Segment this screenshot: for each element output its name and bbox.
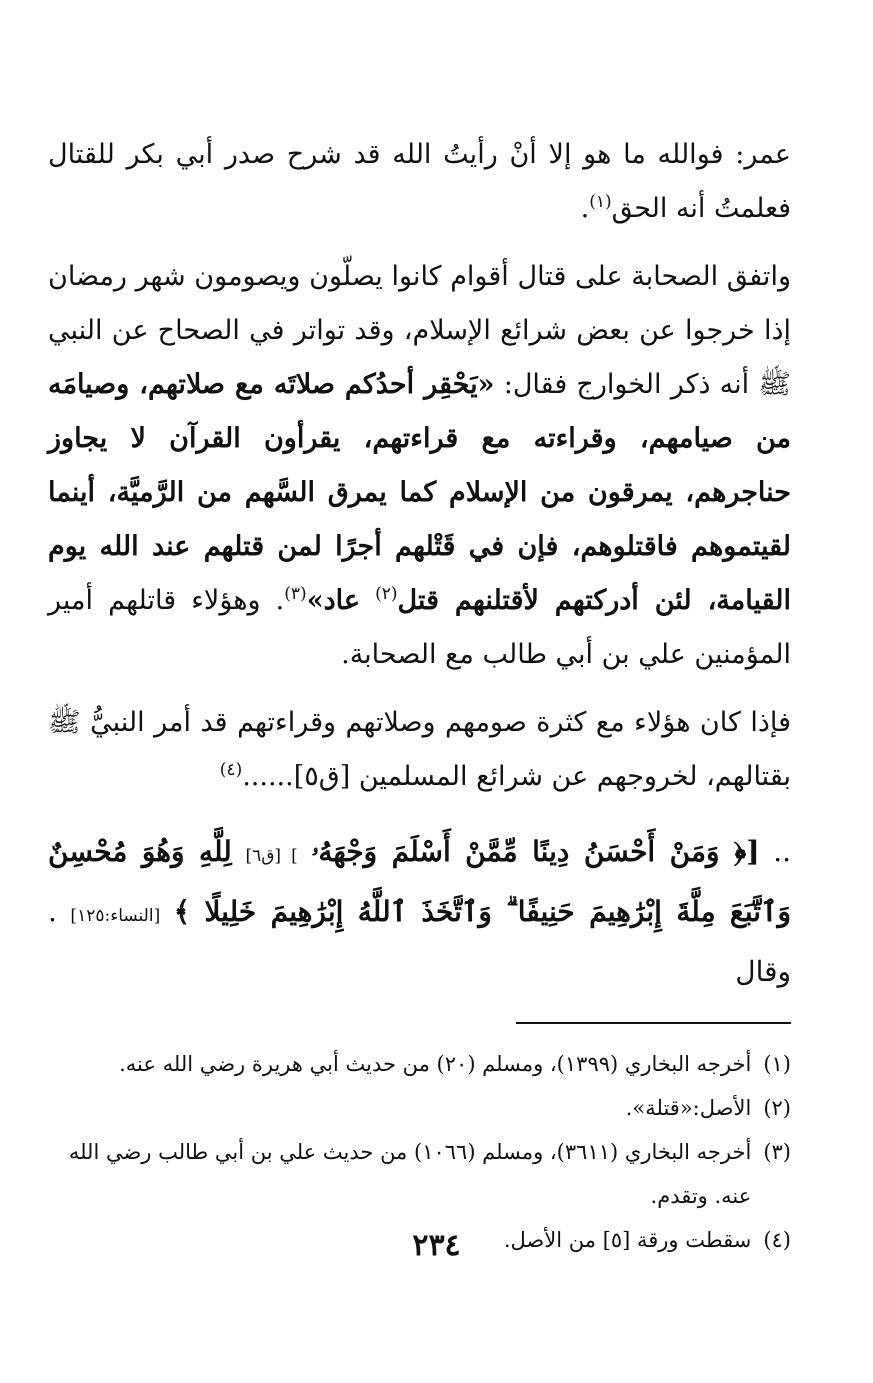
paragraph-2-intro: واتفق الصحابة على قتال أقوام كانوا يصلّون ويصومون شهر رمضان إذا خرجوا عن بعض شرائع الإسلام، وقد تواتر في الصحاح عن النبي ﷺ أنه ذكر الخوارج فقال: — [48, 261, 791, 400]
footnote-text: سقطت ورقة [٥] من الأصل. — [503, 1228, 752, 1252]
quran-lead: .. — [773, 835, 791, 868]
book-page — [48, 128, 791, 1383]
manuscript-mark: ] [ق٦] — [245, 846, 298, 866]
footnote-number: (٣) — [763, 1140, 791, 1164]
footnote-text: أخرجه البخاري (٣٦١١)، ومسلم (١٠٦٦) من حديث علي بن أبي طالب رضي الله عنه. وتقدم. — [68, 1140, 752, 1208]
footnote-number: (٢) — [763, 1096, 791, 1120]
quran-source: [النساء:١٢٥] — [70, 906, 161, 926]
quran-verse-part-2: لِلَّهِ وَهُوَ مُحْسِنٌ وَٱتَّبَعَ مِلَّةَ إِبْرَٰهِيمَ حَنِيفًا ۗ وَٱتَّخَذَ ٱللَّهُ إِبْرَٰهِيمَ خَلِيلًا ﴾ — [48, 835, 791, 928]
footnote-3 — [48, 1130, 791, 1218]
paragraph-2 — [48, 250, 791, 682]
paragraph-2-outro: . وهؤلاء قاتلهم أمير المؤمنين علي بن أبي طالب مع الصحابة. — [48, 585, 791, 670]
paragraph-1-text: عمر: فوالله ما هو إلا أنْ رأيتُ الله قد شرح صدر أبي بكر للقتال فعلمتُ أنه الحق — [48, 139, 791, 224]
quran-verse — [48, 824, 791, 1000]
footnote-2 — [48, 1086, 791, 1130]
footnote-ref-2: (٢) — [375, 584, 398, 604]
paragraph-1-end: . — [580, 193, 590, 224]
footnote-number: (١) — [763, 1052, 791, 1076]
footnote-number: (٤) — [763, 1228, 791, 1252]
hadith-quote: «يَحْقِر أحدُكم صلاتَه مع صلاتهم، وصيامَه من صيامهم، وقراءته مع قراءتهم، يقرأون القرآن لا يجاوز حناجرهم، يمرقون من الإسلام كما يمرق السَّهم من الرَّميَّة، أينما لقيتموهم فاقتلوهم، فإن في قَتْلهم أجرًا لمن قتلهم عند الله يوم القيامة، لئن أدركتهم لأقتلنهم قتل — [48, 369, 791, 616]
paragraph-3-text: فإذا كان هؤلاء مع كثرة صومهم وصلاتهم وقراءتهم قد أمر النبيُّ ﷺ بقتالهم، لخروجهم عن شرائع المسلمين [ق٥]...... — [48, 707, 791, 792]
quran-tail: . وقال — [48, 895, 791, 988]
footnote-ref-1: (١) — [589, 192, 612, 212]
paragraph-1 — [48, 128, 791, 236]
footnote-text: الأصل:«قتلة». — [625, 1096, 752, 1120]
paragraph-3 — [48, 696, 791, 804]
footnote-text: أخرجه البخاري (١٣٩٩)، ومسلم (٢٠) من حديث أبي هريرة رضي الله عنه. — [119, 1052, 752, 1076]
quran-verse-part-1: [﴿ وَمَنْ أَحْسَنُ دِينًا مِّمَّنْ أَسْلَمَ وَجْهَهُۥ — [311, 835, 760, 868]
page-number: ٢٣٤ — [412, 1228, 461, 1263]
footnote-ref-3: (٣) — [284, 584, 307, 604]
footnote-ref-4: (٤) — [219, 760, 243, 780]
footnote-1 — [48, 1042, 791, 1086]
hadith-quote-end: عاد» — [306, 585, 360, 616]
footnote-separator — [516, 1022, 791, 1024]
